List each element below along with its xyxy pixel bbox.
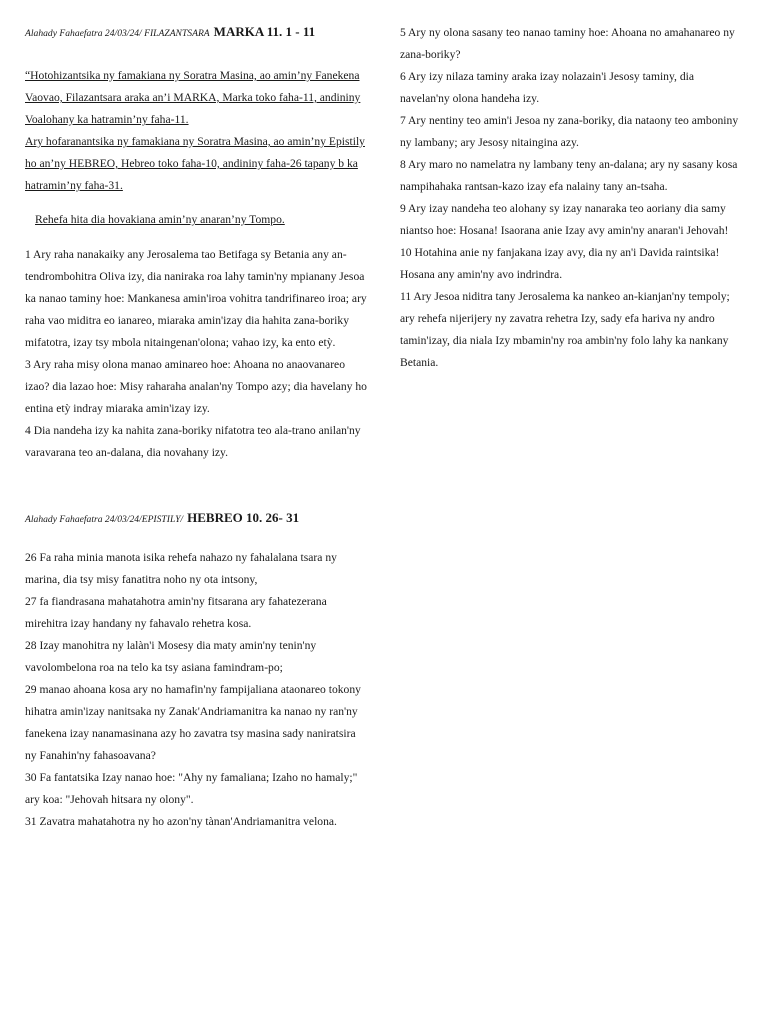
intro-epistle-text: Ary hofaranantsika ny famakiana ny Soratra Masina, ao amin’ny Epistily ho an’ny HEBREO, Hebreo toko faha-10, andininy faha-26 tapany b ka hatramin’ny faha-31.: [25, 135, 365, 192]
marka-verses: [25, 244, 370, 464]
marka-verses-continued: [400, 22, 740, 374]
verse-hebreo-26: 26 Fa raha minia manota isika rehefa nahazo ny fahalalana tsara ny marina, dia tsy misy fanatitra noho ny ota intsony,: [25, 551, 337, 586]
verse-hebreo-29: 29 manao ahoana kosa ary no hamafin'ny fampijaliana ataonareo tokony hihatra amin'izay nanitsaka ny Zanak'Andriamanitra ka nanao ny ran'ny fanekena izay nanamasinana azy ho zavatra tsy masina sady naniratsira ny Fanahin'ny fahasoavana?: [25, 683, 361, 762]
verse-hebreo-28: 28 Izay manohitra ny lalàn'i Mosesy dia maty amin'ny tenin'ny vavolombelona roa na telo ka tsy asiana famindram-po;: [25, 639, 317, 674]
reading-instruction: Rehefa hita dia hovakiana amin’ny anaran’ny Tompo.: [35, 213, 285, 226]
hebreo-verses: [25, 547, 370, 833]
marka-header-date: Alahady Fahaefatra 24/03/24/ FILAZANTSARA: [25, 28, 210, 39]
verse-marka-11: 11 Ary Jesoa niditra tany Jerosalema ka nankeo an-kianjan'ny tempoly; ary rehefa nijerijery ny zavatra rehetra Izy, sady efa hariva ny andro tamin'izay, dia niala Izy mbamin'ny roa ambin'ny folo lahy ka nankany Betania.: [400, 290, 730, 369]
verse-hebreo-30: 30 Fa fantatsika Izay nanao hoe: "Ahy ny famaliana; Izaho no hamaly;" ary koa: "Jehovah hitsara ny olony".: [25, 771, 358, 806]
verse-marka-5: 5 Ary ny olona sasany teo nanao taminy hoe: Ahoana no amahanareo ny zana-boriky?: [400, 26, 735, 61]
marka-header: [25, 22, 370, 44]
hebreo-header-reference: HEBREO 10. 26- 31: [187, 510, 300, 525]
verse-marka-9: 9 Ary izay nandeha teo alohany sy izay nanaraka teo aoriany dia samy niantso hoe: Hosana! Isaorana anie Izay avy amin'ny anaran'i Jehovah!: [400, 202, 729, 237]
hebreo-header: [25, 508, 370, 530]
left-column: [25, 22, 370, 833]
verse-marka-10: 10 Hotahina anie ny fanjakana izay avy, dia ny an'i Davida raintsika! Hosana any amin'ny avo indrindra.: [400, 246, 720, 281]
right-column: [400, 22, 740, 374]
hebreo-header-date: Alahady Fahaefatra 24/03/24/EPISTILY/: [25, 514, 184, 525]
verse-marka-7: 7 Ary nentiny teo amin'i Jesoa ny zana-boriky, dia nataony teo amboniny ny lambany; ary Jesosy nitaingina azy.: [400, 114, 739, 149]
verse-hebreo-31: 31 Zavatra mahatahotra ny ho azon'ny tànan'Andriamanitra velona.: [25, 815, 337, 828]
reading-intro: [25, 65, 370, 197]
intro-gospel-text: “Hotohizantsika ny famakiana ny Soratra Masina, ao amin’ny Fanekena Vaovao, Filazantsara araka an’i MARKA, Marka toko faha-11, andininy Voalohany ka hatramin’ny faha-11.: [25, 69, 361, 126]
verse-marka-3: 3 Ary raha misy olona manao aminareo hoe: Ahoana no anaovanareo izao? dia lazao hoe: Misy raharaha analan'ny Tompo azy; dia havelany ho entina etỳ indray miaraka amin'izay izy.: [25, 358, 367, 415]
verse-marka-1: 1 Ary raha nanakaiky any Jerosalema tao Betifaga sy Betania any an-tendrombohitra Oliva izy, dia naniraka roa lahy tamin'ny mpianany Jesoa ka nanao taminy hoe: Mankanesa amin'iroa vohitra tandrifinareo iroa; ary raha vao miditra eo ianareo, miaraka amin'izay dia hahita zana-boriky mifatotra, izay tsy mbola nitaingenan'olona; vahao izy, ka ento etỳ.: [25, 248, 367, 349]
verse-hebreo-27: 27 fa fiandrasana mahatahotra amin'ny fitsarana ary fahatezerana mirehitra izay handany ny fahavalo rehetra kosa.: [25, 595, 327, 630]
verse-marka-8: 8 Ary maro no namelatra ny lambany teny an-dalana; ary ny sasany kosa nampihahaka rantsan-kazo izay efa nalainy tany an-tsaha.: [400, 158, 738, 193]
verse-marka-4: 4 Dia nandeha izy ka nahita zana-boriky nifatotra teo ala-trano anilan'ny varavarana teo an-dalana, dia novahany izy.: [25, 424, 361, 459]
verse-marka-6: 6 Ary izy nilaza taminy araka izay nolazain'i Jesosy taminy, dia navelan'ny olona handeha izy.: [400, 70, 694, 105]
marka-header-reference: MARKA 11. 1 - 11: [213, 24, 316, 39]
